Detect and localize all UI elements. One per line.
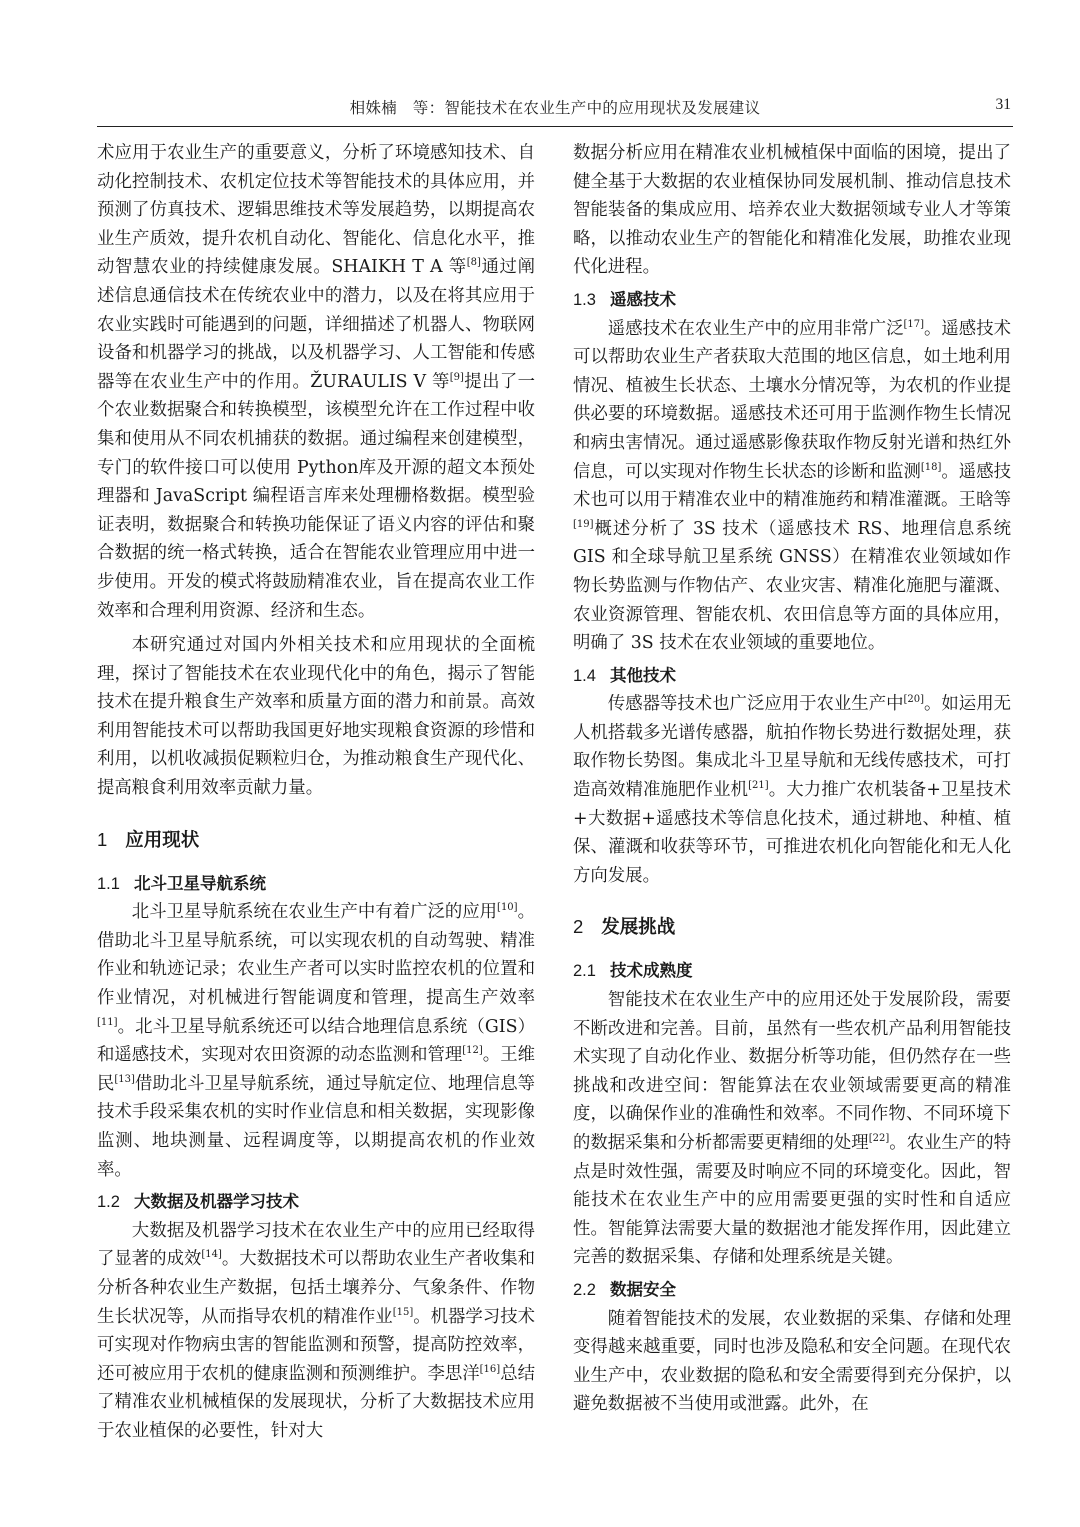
section-heading-1-1: 1.1 北斗卫星导航系统	[97, 873, 266, 893]
left-column	[97, 139, 535, 1446]
paragraph-study-summary: 本研究通过对国内外相关技术和应用现状的全面梳理，探讨了智能技术在农业现代化中的角色，揭示了智能技术在提升粮食生产效率和质量方面的潜力和前景。高效利用智能技术可以帮助我国更好地实现粮食资源的珍惜和利用，以机收减损促颗粒归仓，为推动粮食生产现代化、提高粮食利用效率贡献力量。	[97, 635, 535, 799]
page-number: 31	[995, 96, 1011, 113]
paragraph-big-data: 大数据及机器学习技术在农业生产中的应用已经取得了显著的成效[14]。大数据技术可以帮助农业生产者收集和分析各种农业生产数据，包括土壤养分、气象条件、作物生长状况等，从而指导农机的精准作业[15]。机器学习技术可实现对作物病虫害的智能监测和预警，提高防控效率，还可被应用于农机的健康监测和预测维护。李思洋[16]总结了精准农业机械植保的发展现状，分析了大数据技术应用于农业植保的必要性，针对大	[97, 1220, 535, 1441]
paragraph-big-data-continued: 数据分析应用在精准农业机械植保中面临的困境，提出了健全基于大数据的农业植保协同发展机制、推动信息技术智能装备的集成应用、培养农业大数据领域专业人才等策略，以推动农业生产的智能化和精准化发展，助推农业现代化进程。	[573, 143, 1011, 278]
right-column	[573, 139, 1011, 1419]
section-heading-2-1: 2.1 技术成熟度	[573, 961, 693, 981]
paragraph-intro-continued: 术应用于农业生产的重要意义，分析了环境感知技术、自动化控制技术、农机定位技术等智能技术的具体应用，并预测了仿真技术、逻辑思维技术等发展趋势，以期提高农业生产质效，提升农机自动化、智能化、信息化水平，推动智慧农业的持续健康发展。SHAIKH T A 等[8]通过阐述信息通信技术在传统农业中的潜力，以及在将其应用于农业实践时可能遇到的问题，详细描述了机器人、物联网设备和机器学习的挑战，以及机器学习、人工智能和传感器等在农业生产中的作用。ŽURAULIS V 等[9]提出了一个农业数据聚合和转换模型，该模型允许在工作过程中收集和使用从不同农机捕获的数据。通过编程来创建模型，专门的软件接口可以使用 Python库及开源的超文本预处理器和 JavaScript 编程语言库来处理栅格数据。模型验证表明，数据聚合和转换功能保证了语义内容的评估和聚合数据的统一格式转换，适合在智能农业管理应用中进一步使用。开发的模式将鼓励精准农业，旨在提高农业工作效率和合理利用资源、经济和生态。	[97, 143, 535, 621]
paragraph-data-security: 随着智能技术的发展，农业数据的采集、存储和处理变得越来越重要，同时也涉及隐私和安全问题。在现代农业生产中，农业数据的隐私和安全需要得到充分保护，以避免数据被不当使用或泄露。此外，在	[573, 1308, 1011, 1415]
section-heading-1-2: 1.2 大数据及机器学习技术	[97, 1192, 299, 1212]
section-heading-1-4: 1.4 其他技术	[573, 665, 676, 685]
paragraph-beidou: 北斗卫星导航系统在农业生产中有着广泛的应用[10]。借助北斗卫星导航系统，可以实现农机的自动驾驶、精准作业和轨迹记录；农业生产者可以实时监控农机的位置和作业情况，对机械进行智能调度和管理，提高生产效率[11]。北斗卫星导航系统还可以结合地理信息系统（GIS）和遥感技术，实现对农田资源的动态监测和管理[12]。王维民[13]借助北斗卫星导航系统，通过导航定位、地理信息等技术手段采集农机的实时作业信息和相关数据，实现影像监测、地块测量、远程调度等，以期提高农机的作业效率。	[97, 902, 535, 1180]
section-heading-2-2: 2.2 数据安全	[573, 1279, 676, 1299]
section-heading-2: 2 发展挑战	[573, 916, 676, 939]
section-heading-1-3: 1.3 遥感技术	[573, 289, 676, 309]
section-heading-1: 1 应用现状	[97, 828, 200, 851]
paragraph-tech-maturity: 智能技术在农业生产中的应用还处于发展阶段，需要不断改进和完善。目前，虽然有一些农机产品利用智能技术实现了自动化作业、数据分析等功能，但仍然存在一些挑战和改进空间：智能算法在农业领域需要更高的精准度，以确保作业的准确性和效率。不同作物、不同环境下的数据采集和分析都需要更精细的处理[22]。农业生产的特点是时效性强，需要及时响应不同的环境变化。因此，智能技术在农业生产中的应用需要更强的实时性和自适应性。智能算法需要大量的数据池才能发挥作用，因此建立完善的数据采集、存储和处理系统是关键。	[573, 990, 1011, 1268]
citation-8: [8]	[466, 257, 481, 269]
paragraph-remote-sensing: 遥感技术在农业生产中的应用非常广泛[17]。遥感技术可以帮助农业生产者获取大范围的地区信息，如土地利用情况、植被生长状态、土壤水分情况等，为农机的作业提供必要的环境数据。遥感技术还可用于监测作物生长情况和病虫害情况。通过遥感影像获取作物反射光谱和热红外信息，可以实现对作物生长状态的诊断和监测[18]。遥感技术也可以用于精准农业中的精准施药和精准灌溉。王晗等[19]概述分析了 3S 技术（遥感技术 RS、地理信息系统 GIS 和全球导航卫星系统 GNSS）在精准农业领域如作物长势监测与作物估产、农业灾害、精准化施肥与灌溉、农业资源管理、智能农机、农田信息等方面的具体应用，明确了 3S 技术在农业领域的重要地位。	[573, 318, 1011, 654]
running-header	[97, 92, 1013, 127]
citation-9: [9]	[449, 371, 464, 383]
running-title: 相姝楠 等：智能技术在农业生产中的应用现状及发展建议	[349, 99, 761, 117]
paragraph-other-tech: 传感器等技术也广泛应用于农业生产中[20]。如运用无人机搭载多光谱传感器，航拍作物长势进行数据处理，获取作物长势图。集成北斗卫星导航和无线传感技术，可打造高效精准施肥作业机[21]。大力推广农机装备+卫星技术+大数据+遥感技术等信息化技术，通过耕地、种植、植保、灌溉和收获等环节，可推进农机化向智能化和无人化方向发展。	[573, 694, 1011, 886]
